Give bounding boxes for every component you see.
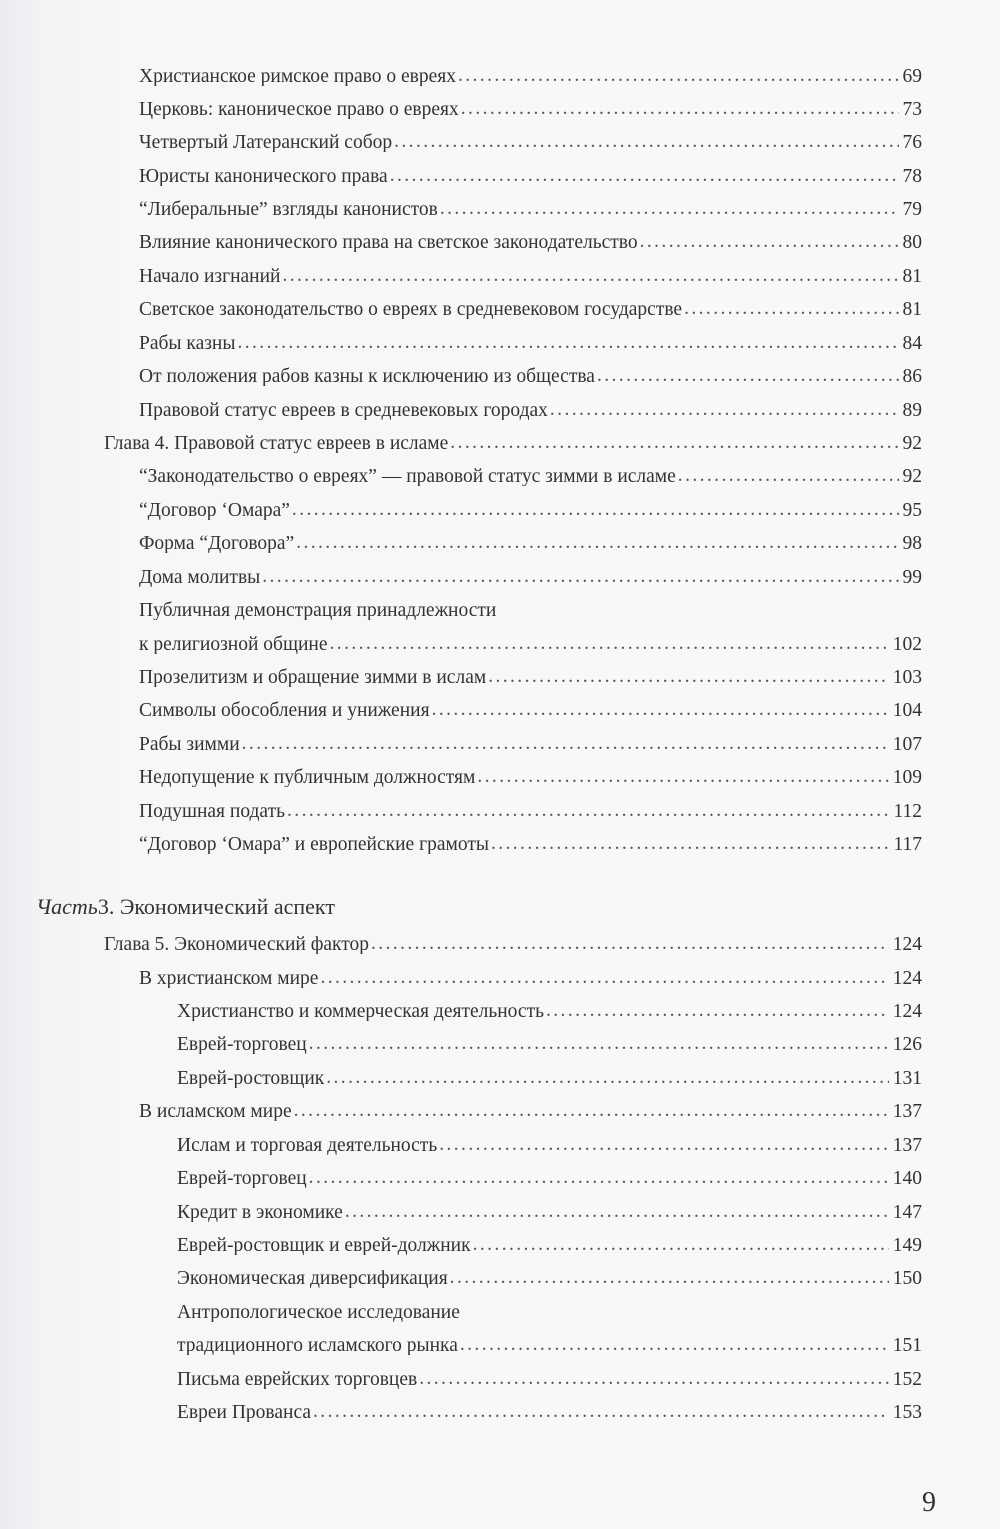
toc-entry: [177, 1158, 922, 1188]
toc-entry-title: Еврей-торговец: [177, 1033, 307, 1054]
toc-entry-title: От положения рабов казны к исключению из общества: [139, 365, 595, 386]
toc-entry: [139, 657, 922, 687]
toc-entry: [139, 222, 922, 252]
toc-entry-title: Влияние канонического права на светское законодательство: [139, 231, 638, 252]
toc-section-title: В христианском мире: [139, 967, 319, 988]
toc-entry: [177, 1058, 922, 1088]
toc-entry: [139, 624, 922, 654]
toc-entry-page: 117: [893, 833, 922, 854]
toc-entry-page: 92: [902, 465, 922, 486]
toc-leader-dots: [550, 400, 899, 420]
toc-entry: [177, 1225, 922, 1255]
toc-entry-page: 137: [892, 1134, 922, 1155]
toc-leader-dots: [320, 968, 888, 988]
toc-entry: [139, 256, 922, 286]
toc-entry-title: Евреи Прованса: [177, 1401, 312, 1422]
toc-part-label: Часть: [36, 894, 98, 919]
toc-entry-page: 81: [902, 298, 922, 319]
toc-entry-page: 124: [892, 967, 922, 988]
toc-leader-dots: [597, 366, 899, 386]
toc-entry-title: Еврей-ростовщик: [177, 1067, 325, 1088]
toc-chapter: [104, 924, 922, 954]
toc-entry-title: Начало изгнаний: [139, 265, 281, 286]
toc-entry-title: Недопущение к публичным должностям: [139, 766, 476, 787]
toc-entry-page: 89: [902, 399, 922, 420]
toc-entry-page: 151: [892, 1334, 922, 1355]
toc-entry-page: 81: [902, 265, 922, 286]
toc-leader-dots: [432, 700, 889, 720]
toc-leader-dots: [461, 99, 899, 119]
toc-entry-title: Рабы казны: [139, 332, 236, 353]
toc-entry-page: 131: [892, 1067, 922, 1088]
toc-entry-page: 149: [892, 1234, 922, 1255]
toc-leader-dots: [330, 634, 889, 654]
toc-entry: [139, 56, 922, 86]
toc-entry-title: Экономическая диверсификация: [177, 1267, 448, 1288]
toc-leader-dots: [460, 1335, 889, 1355]
toc-entry-page: 137: [892, 1100, 922, 1121]
toc-entry: [177, 1292, 922, 1322]
toc-entry-title: Еврей-торговец: [177, 1167, 307, 1188]
toc-entry-title: Антропологическое исследование: [177, 1301, 460, 1322]
toc-leader-dots: [458, 66, 899, 86]
toc-part-heading: [36, 890, 335, 920]
toc-entry-page: 78: [902, 165, 922, 186]
toc-chapter: [104, 423, 922, 453]
toc-entry-page: 103: [892, 666, 922, 687]
toc-entry-page: 80: [902, 231, 922, 252]
toc-entry-title: “Законодательство о евреях” — правовой статус зимми в исламе: [139, 465, 676, 486]
toc-leader-dots: [477, 767, 888, 787]
toc-leader-dots: [294, 1101, 889, 1121]
toc-entry-title: Символы обособления и унижения: [139, 699, 430, 720]
toc-entry-page: 109: [892, 766, 922, 787]
toc-entry-title: Церковь: каноническое право о евреях: [139, 98, 459, 119]
toc-leader-dots: [390, 166, 899, 186]
toc-leader-dots: [309, 1034, 889, 1054]
toc-leader-dots: [371, 934, 889, 954]
toc-leader-dots: [491, 834, 890, 854]
toc-entry: [139, 89, 922, 119]
toc-chapter-title: Глава 4. Правовой статус евреев в исламе: [104, 432, 449, 453]
toc-entry: [177, 1258, 922, 1288]
toc-entry: [177, 1024, 922, 1054]
toc-chapter-title: Глава 5. Экономический фактор: [104, 933, 369, 954]
toc-entry-title: Еврей-ростовщик и еврей-должник: [177, 1234, 471, 1255]
toc-entry-page: 102: [892, 633, 922, 654]
toc-section: [139, 958, 922, 988]
toc-entry-title: Светское законодательство о евреях в средневековом государстве: [139, 298, 683, 319]
toc-entry: [139, 390, 922, 420]
toc-entry-page: 92: [902, 432, 922, 453]
toc-entry: [139, 590, 922, 620]
toc-entry: [139, 557, 922, 587]
toc-entry-page: 124: [892, 933, 922, 954]
toc-entry-page: 95: [902, 499, 922, 520]
toc-leader-dots: [678, 466, 899, 486]
toc-entry: [177, 1359, 922, 1389]
toc-entry-page: 79: [902, 198, 922, 219]
toc-leader-dots: [684, 299, 898, 319]
toc-entry-title: Письма еврейских торговцев: [177, 1368, 418, 1389]
toc-entry: [139, 456, 922, 486]
toc-entry-page: 147: [892, 1201, 922, 1222]
toc-entry: [139, 791, 922, 821]
toc-entry-title: Христианское римское право о евреях: [139, 65, 456, 86]
toc-leader-dots: [440, 199, 899, 219]
toc-entry-page: 153: [892, 1401, 922, 1422]
toc-leader-dots: [309, 1168, 889, 1188]
toc-entry-page: 73: [902, 98, 922, 119]
toc-section: [139, 1091, 922, 1121]
toc-entry: [139, 122, 922, 152]
toc-entry: [139, 724, 922, 754]
toc-leader-dots: [242, 734, 889, 754]
toc-entry-title: Рабы зимми: [139, 733, 240, 754]
toc-entry-title: Подушная подать: [139, 800, 286, 821]
toc-leader-dots: [473, 1235, 889, 1255]
toc-leader-dots: [262, 567, 898, 587]
toc-entry-page: 124: [892, 1000, 922, 1021]
toc-entry-page: 99: [902, 566, 922, 587]
toc-entry-title: Юристы канонического права: [139, 165, 388, 186]
toc-entry-title: Публичная демонстрация принадлежности: [139, 599, 497, 620]
toc-leader-dots: [640, 232, 899, 252]
toc-entry-title: к религиозной общине: [139, 633, 328, 654]
toc-entry-title: Прозелитизм и обращение зимми в ислам: [139, 666, 487, 687]
toc-entry: [177, 1392, 922, 1422]
toc-entry: [139, 690, 922, 720]
toc-entry-page: 152: [892, 1368, 922, 1389]
toc-entry-title: “Договор ‘Омара” и европейские грамоты: [139, 833, 489, 854]
toc-entry-title: традиционного исламского рынка: [177, 1334, 458, 1355]
page-number: 9: [922, 1487, 936, 1518]
toc-entry-page: 98: [902, 532, 922, 553]
toc-leader-dots: [488, 667, 889, 687]
toc-entry-page: 107: [892, 733, 922, 754]
toc-entry-title: Четвертый Латеранский собор: [139, 131, 393, 152]
toc-entry-page: 140: [892, 1167, 922, 1188]
toc-leader-dots: [237, 333, 898, 353]
toc-entry-page: 126: [892, 1033, 922, 1054]
toc-entry-title: “Либеральные” взгляды канонистов: [139, 198, 438, 219]
toc-leader-dots: [326, 1068, 889, 1088]
toc-entry-page: 86: [902, 365, 922, 386]
toc-entry-title: Правовой статус евреев в средневековых городах: [139, 399, 548, 420]
toc-leader-dots: [292, 500, 899, 520]
toc-entry: [139, 323, 922, 353]
toc-leader-dots: [287, 801, 889, 821]
toc-leader-dots: [450, 1268, 889, 1288]
toc-part-title: 3. Экономический аспект: [97, 894, 335, 919]
toc-entry-page: 76: [902, 131, 922, 152]
toc-leader-dots: [439, 1135, 889, 1155]
toc-leader-dots: [282, 266, 898, 286]
toc-leader-dots: [546, 1001, 889, 1021]
toc-entry: [139, 824, 922, 854]
toc-leader-dots: [394, 132, 898, 152]
toc-leader-dots: [296, 533, 898, 553]
toc-entry-title: Христианство и коммерческая деятельность: [177, 1000, 544, 1021]
toc-entry: [139, 356, 922, 386]
toc-entry: [177, 1192, 922, 1222]
toc-entry-title: Форма “Договора”: [139, 532, 295, 553]
toc-entry: [177, 1125, 922, 1155]
toc-entry-title: Ислам и торговая деятельность: [177, 1134, 438, 1155]
toc-entry-page: 112: [893, 800, 922, 821]
toc-entry: [139, 289, 922, 319]
toc-entry: [139, 156, 922, 186]
toc-leader-dots: [313, 1402, 889, 1422]
toc-entry-page: 69: [902, 65, 922, 86]
toc-entry-title: “Договор ‘Омара”: [139, 499, 290, 520]
toc-entry-title: Дома молитвы: [139, 566, 261, 587]
toc-entry-page: 150: [892, 1267, 922, 1288]
toc-entry: [139, 757, 922, 787]
toc-entry: [139, 523, 922, 553]
toc-entry-page: 84: [902, 332, 922, 353]
toc-leader-dots: [419, 1369, 889, 1389]
toc-entry: [177, 991, 922, 1021]
toc-entry-page: 104: [892, 699, 922, 720]
toc-section-title: В исламском мире: [139, 1100, 292, 1121]
toc-entry: [139, 490, 922, 520]
toc-entry: [177, 1325, 922, 1355]
toc-leader-dots: [450, 433, 898, 453]
toc-entry-title: Кредит в экономике: [177, 1201, 343, 1222]
toc-entry: [139, 189, 922, 219]
toc-leader-dots: [345, 1202, 889, 1222]
